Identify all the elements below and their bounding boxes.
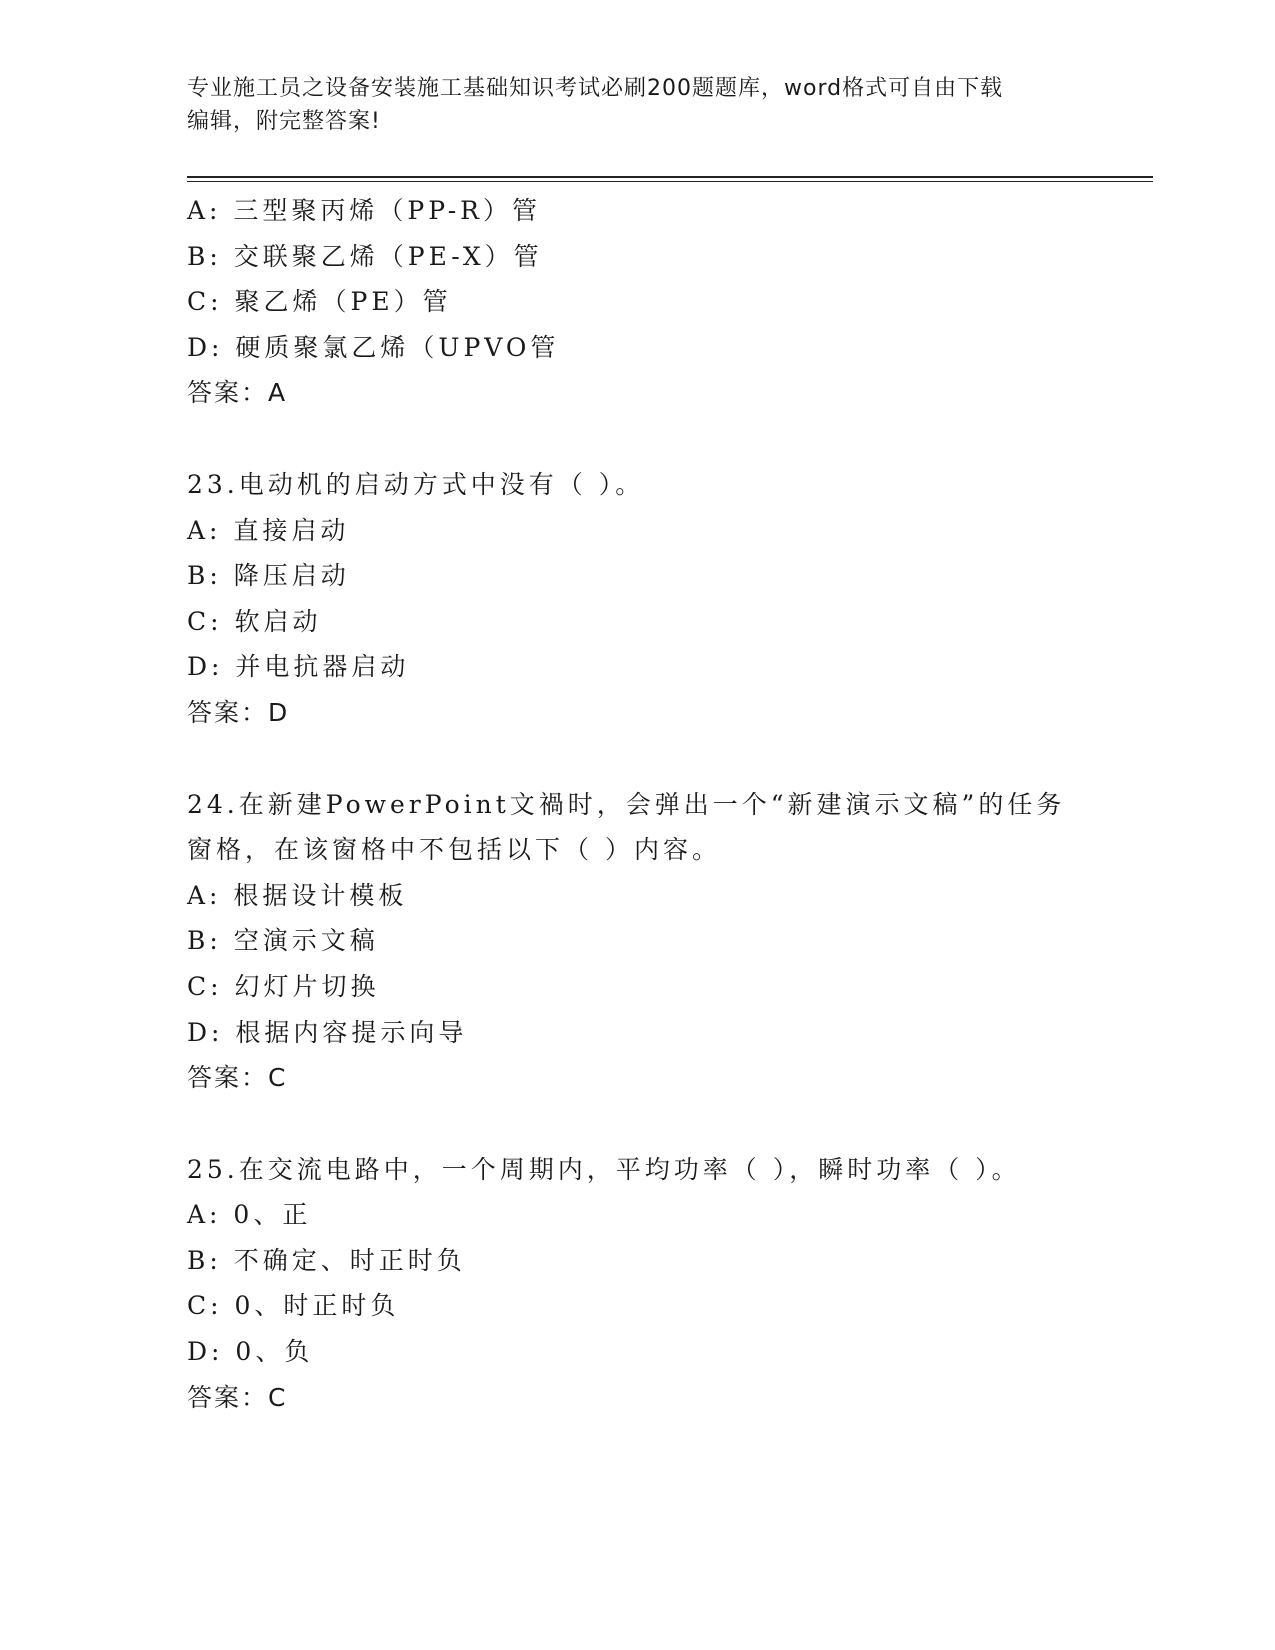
header-line-1: 专业施工员之设备安装施工基础知识考试必刷200题题库，word格式可自由下载	[187, 76, 1004, 101]
header-line-2: 编辑，附完整答案!	[187, 109, 381, 134]
option-c: C: 幻灯片切换	[187, 971, 380, 1001]
option-c: C: 聚乙烯（PE）管	[187, 287, 452, 317]
option-b: B: 空演示文稿	[187, 926, 379, 956]
question-stem-line-2: 窗格，在该窗格中不包括以下（ ）内容。	[187, 835, 721, 865]
option-c: C: 0、时正时负	[187, 1291, 400, 1321]
option-a: A: 0、正	[187, 1200, 312, 1230]
question-23	[187, 462, 1087, 736]
answer-line: 答案：D	[187, 697, 290, 727]
answer-line: 答案：C	[187, 1063, 288, 1093]
option-a: A: 三型聚丙烯（PP-R）管	[187, 196, 541, 225]
option-a: A: 直接启动	[187, 515, 350, 545]
header-divider-thin	[187, 181, 1153, 182]
document-header	[187, 72, 1067, 138]
option-d: D: 硬质聚氯乙烯（UPVO管	[187, 332, 560, 362]
question-list	[187, 188, 1087, 1420]
question-25	[187, 1147, 1087, 1421]
question-stem: 25.在交流电路中，一个周期内，平均功率（ ），瞬时功率（ ）。	[187, 1154, 1021, 1184]
option-b: B: 交联聚乙烯（PE-X）管	[187, 241, 543, 271]
question-stem-line-1: 24.在新建PowerPoint文禍时，会弹出一个“新建演示文稿”的任务	[187, 789, 1066, 819]
answer-line: 答案：C	[187, 1382, 288, 1412]
question-22	[187, 188, 1087, 416]
answer-line: 答案：A	[187, 378, 288, 408]
question-stem: 23.电动机的启动方式中没有（ ）。	[187, 469, 645, 499]
option-b: B: 降压启动	[187, 561, 350, 591]
option-d: D: 根据内容提示向导	[187, 1017, 468, 1047]
option-d: D: 0、负	[187, 1337, 314, 1367]
option-b: B: 不确定、时正时负	[187, 1245, 466, 1275]
option-c: C: 软启动	[187, 606, 322, 636]
question-24	[187, 782, 1087, 1101]
option-d: D: 并电抗器启动	[187, 652, 410, 682]
option-a: A: 根据设计模板	[187, 880, 408, 910]
header-divider-thick	[187, 176, 1153, 178]
